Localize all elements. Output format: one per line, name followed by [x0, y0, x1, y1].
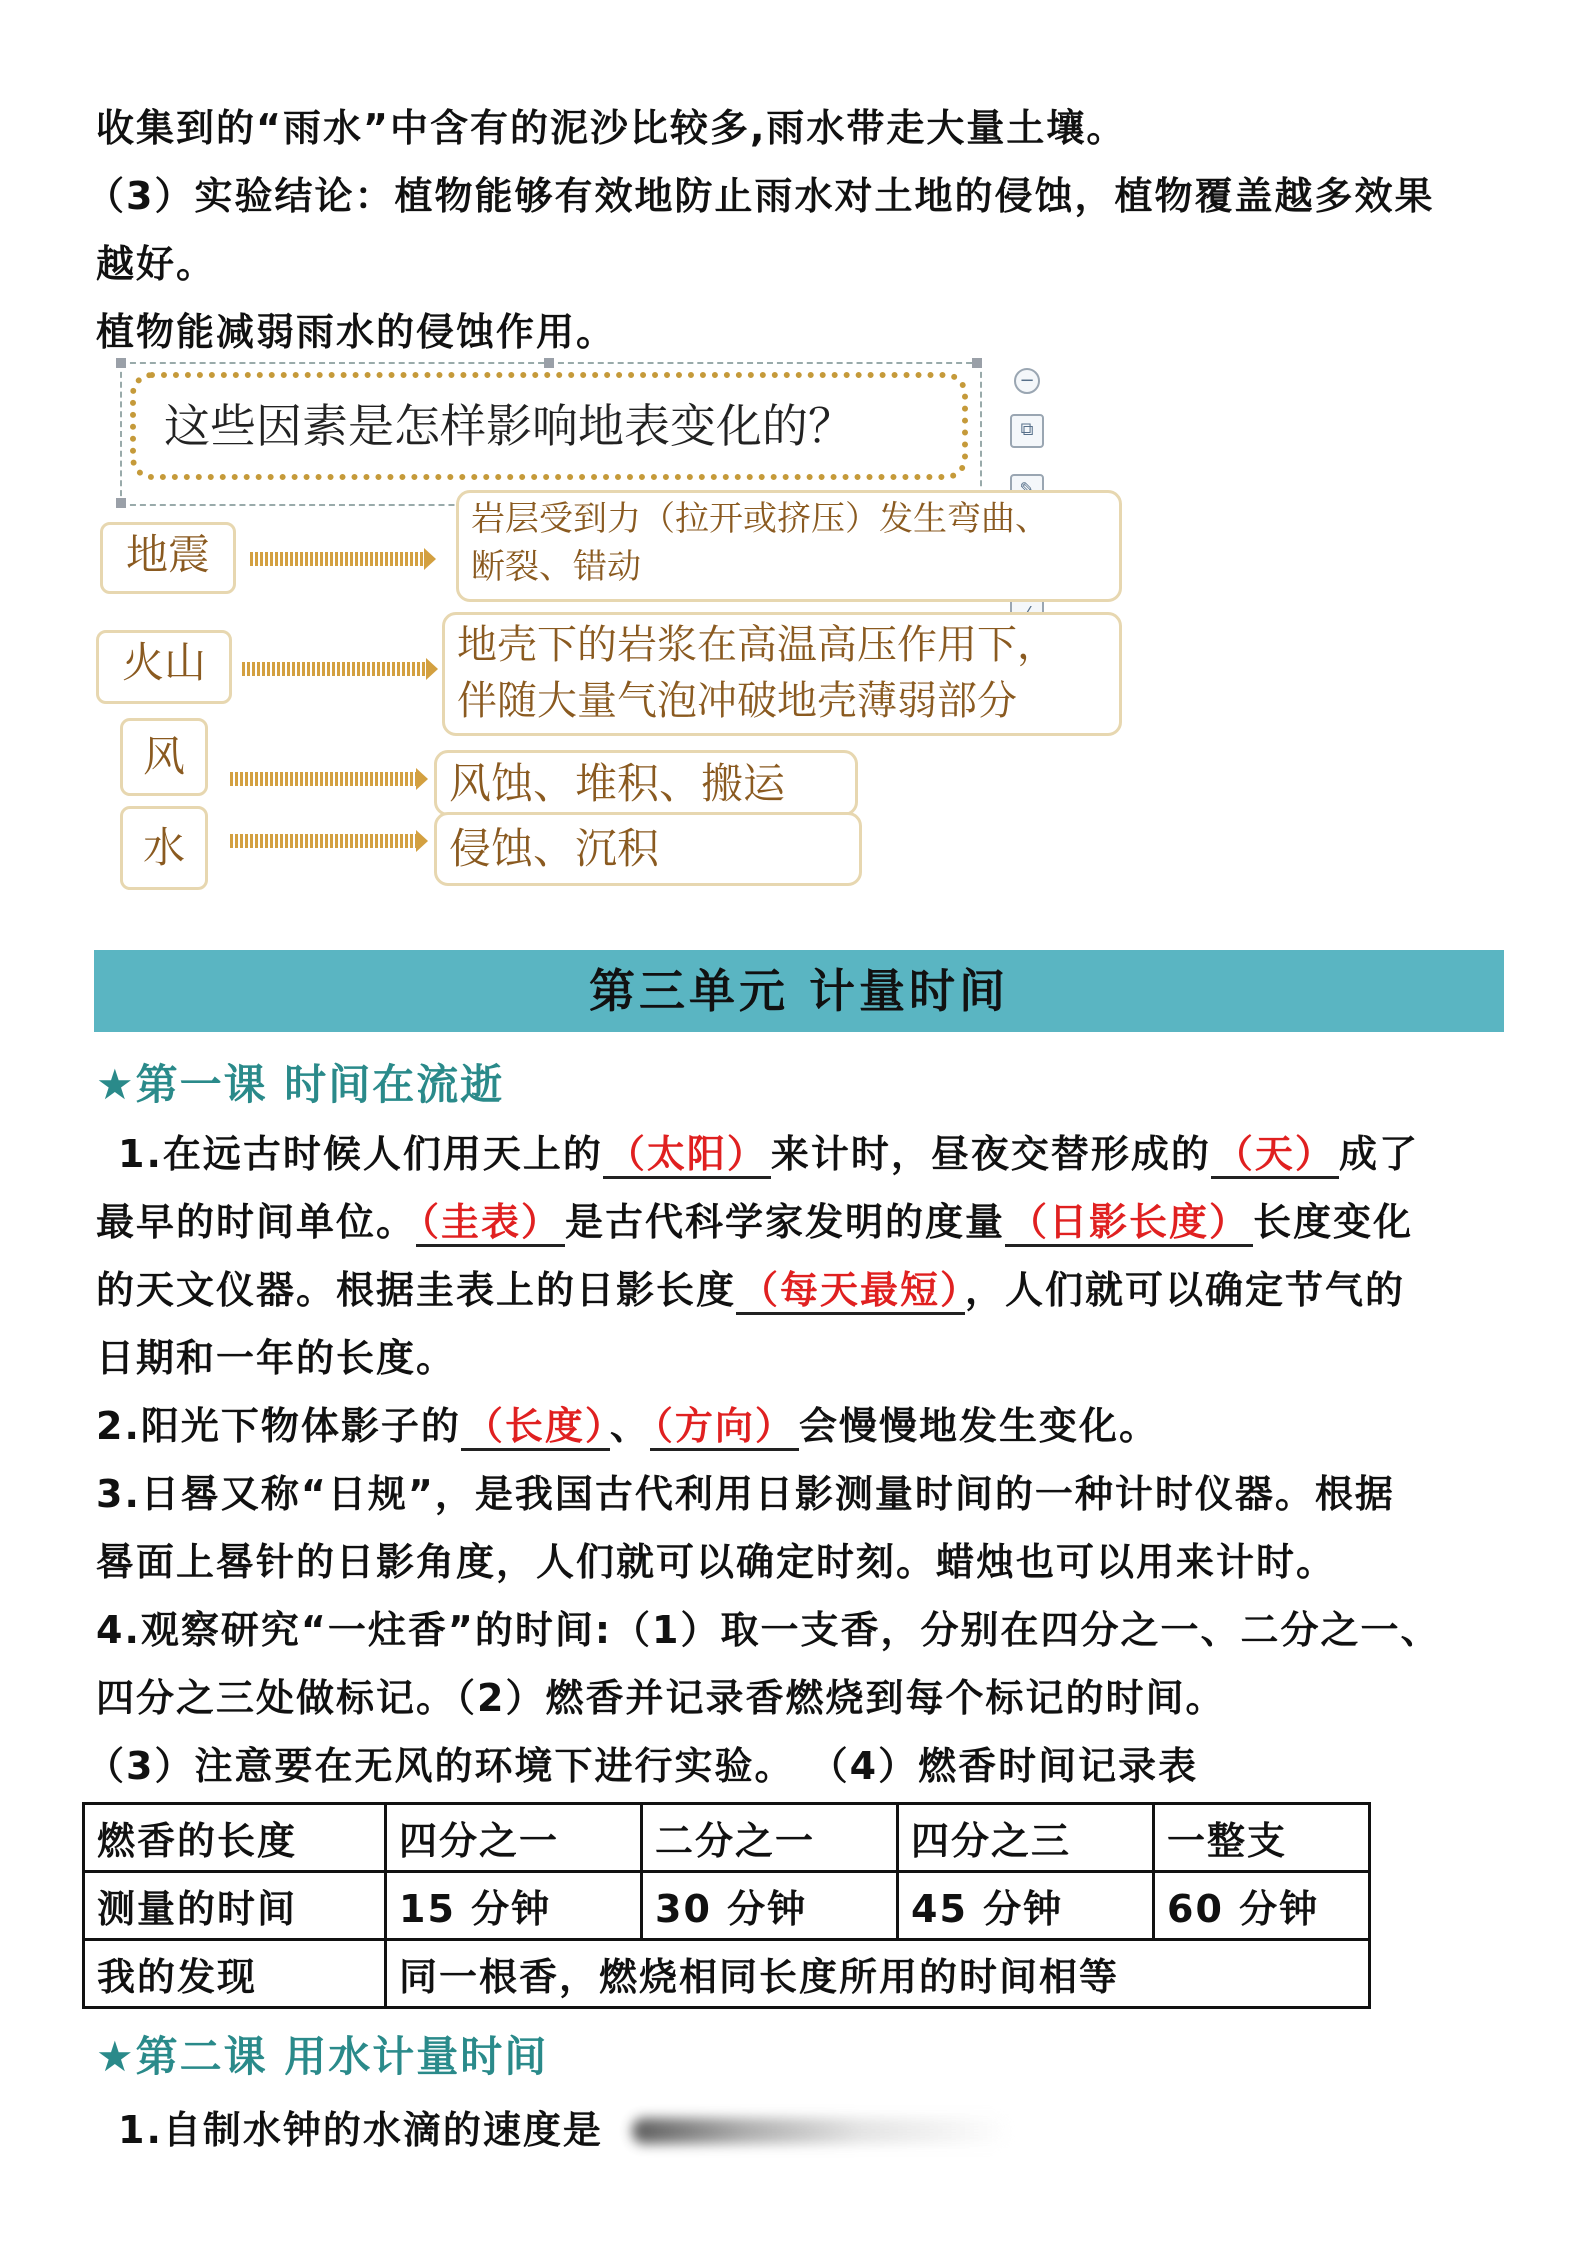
lesson1-line-2 — [96, 1188, 1508, 1256]
resize-handle[interactable] — [116, 498, 126, 508]
factor-label-wind: 风 — [120, 718, 208, 796]
text: 的天文仪器。根据圭表上的日影长度 — [96, 1268, 737, 1312]
factor-desc-earthquake — [456, 490, 1122, 602]
text: ，人们就可以确定节气的 — [965, 1268, 1406, 1312]
lesson1-line-3 — [96, 1256, 1508, 1324]
answer-blank: （方向） — [650, 1404, 799, 1451]
desc-line: 岩层受到力（拉开或挤压）发生弯曲、 — [471, 499, 1049, 539]
factor-label-volcano: 火山 — [96, 630, 232, 704]
text: 会慢慢地发生变化。 — [798, 1404, 1159, 1448]
table-row — [84, 1804, 1370, 1872]
factor-desc-wind: 风蚀、堆积、搬运 — [434, 750, 858, 816]
table-row — [84, 1940, 1370, 2008]
table-cell: 四分之一 — [386, 1804, 642, 1872]
text: 来计时，昼夜交替形成的 — [770, 1132, 1211, 1176]
intro-line-3: 越好。 — [96, 242, 217, 286]
answer-blank: （日影长度） — [1005, 1200, 1253, 1247]
desc-line: 断裂、错动 — [471, 547, 641, 587]
lesson1-item-3a: 3.日晷又称“日规”，是我国古代利用日影测量时间的一种计时仪器。根据 — [96, 1472, 1395, 1516]
blurred-region — [632, 2118, 1012, 2144]
arrow — [242, 662, 428, 676]
factor-desc-water: 侵蚀、沉积 — [434, 812, 862, 886]
factor-label-water: 水 — [120, 806, 208, 890]
table-cell: 同一根香，燃烧相同长度所用的时间相等 — [386, 1940, 1370, 2008]
text: 成了 — [1338, 1132, 1419, 1176]
table-cell: 测量的时间 — [84, 1872, 386, 1940]
lesson1-item-3b: 晷面上晷针的日影角度，人们就可以确定时刻。蜡烛也可以用来计时。 — [96, 1540, 1337, 1584]
table-cell: 15 分钟 — [386, 1872, 642, 1940]
unit-banner: 第三单元 计量时间 — [94, 950, 1504, 1032]
erosion-factors-diagram — [96, 362, 1136, 892]
lesson1-item-4a: 4.观察研究“一炷香”的时间:（1）取一支香，分别在四分之一、二分之一、 — [96, 1608, 1441, 1652]
text: 、 — [609, 1404, 650, 1448]
table-row — [84, 1872, 1370, 1940]
arrow — [230, 772, 418, 786]
table-cell: 60 分钟 — [1154, 1872, 1370, 1940]
lesson2-heading: ★第二课 用水计量时间 — [96, 2032, 549, 2081]
lesson1-line-1 — [118, 1120, 1508, 1188]
answer-blank: （长度） — [461, 1404, 610, 1451]
text: 最早的时间单位。 — [96, 1200, 417, 1244]
factor-desc-volcano — [442, 612, 1122, 736]
intro-line-4: 植物能减弱雨水的侵蚀作用。 — [96, 310, 617, 354]
text: 是古代科学家发明的度量 — [565, 1200, 1006, 1244]
answer-blank: （每天最短） — [736, 1268, 965, 1315]
table-cell: 燃香的长度 — [84, 1804, 386, 1872]
lesson2-line-1: 1.自制水钟的水滴的速度是 — [118, 2108, 603, 2152]
table-cell: 二分之一 — [642, 1804, 898, 1872]
resize-handle[interactable] — [544, 358, 554, 368]
table-cell: 四分之三 — [898, 1804, 1154, 1872]
lesson1-heading: ★第一课 时间在流逝 — [96, 1060, 505, 1109]
answer-blank: （圭表） — [416, 1200, 565, 1247]
table-cell: 我的发现 — [84, 1940, 386, 2008]
table-cell: 30 分钟 — [642, 1872, 898, 1940]
lesson1-item-4c: （3）注意要在无风的环境下进行实验。 （4）燃香时间记录表 — [86, 1744, 1199, 1788]
text: 2.阳光下物体影子的 — [96, 1404, 461, 1448]
minus-circle-icon[interactable]: − — [1014, 368, 1040, 394]
incense-time-table — [82, 1802, 1371, 2009]
lesson1-item-2 — [96, 1392, 1508, 1460]
factor-label-earthquake: 地震 — [100, 522, 236, 594]
intro-line-2: （3）实验结论：植物能够有效地防止雨水对土地的侵蚀，植物覆盖越多效果 — [86, 174, 1435, 218]
answer-blank: （太阳） — [603, 1132, 771, 1179]
arrow — [250, 552, 426, 566]
table-cell: 一整支 — [1154, 1804, 1370, 1872]
desc-line: 地壳下的岩浆在高温高压作用下， — [457, 622, 1057, 668]
question-box: 这些因素是怎样影响地表变化的？ — [130, 372, 968, 480]
answer-blank: （天） — [1211, 1132, 1339, 1179]
text: 长度变化 — [1253, 1200, 1414, 1244]
table-cell: 45 分钟 — [898, 1872, 1154, 1940]
arrow — [230, 834, 418, 848]
intro-line-1: 收集到的“雨水”中含有的泥沙比较多,雨水带走大量土壤。 — [96, 106, 1127, 150]
crop-icon[interactable]: ⧉ — [1010, 414, 1044, 448]
desc-line: 伴随大量气泡冲破地壳薄弱部分 — [457, 678, 1017, 724]
resize-handle[interactable] — [116, 358, 126, 368]
lesson1-line-4: 日期和一年的长度。 — [96, 1336, 457, 1380]
text: 1.在远古时候人们用天上的 — [118, 1132, 603, 1176]
resize-handle[interactable] — [972, 358, 982, 368]
lesson1-item-4b: 四分之三处做标记。（2）燃香并记录香燃烧到每个标记的时间。 — [96, 1676, 1226, 1720]
